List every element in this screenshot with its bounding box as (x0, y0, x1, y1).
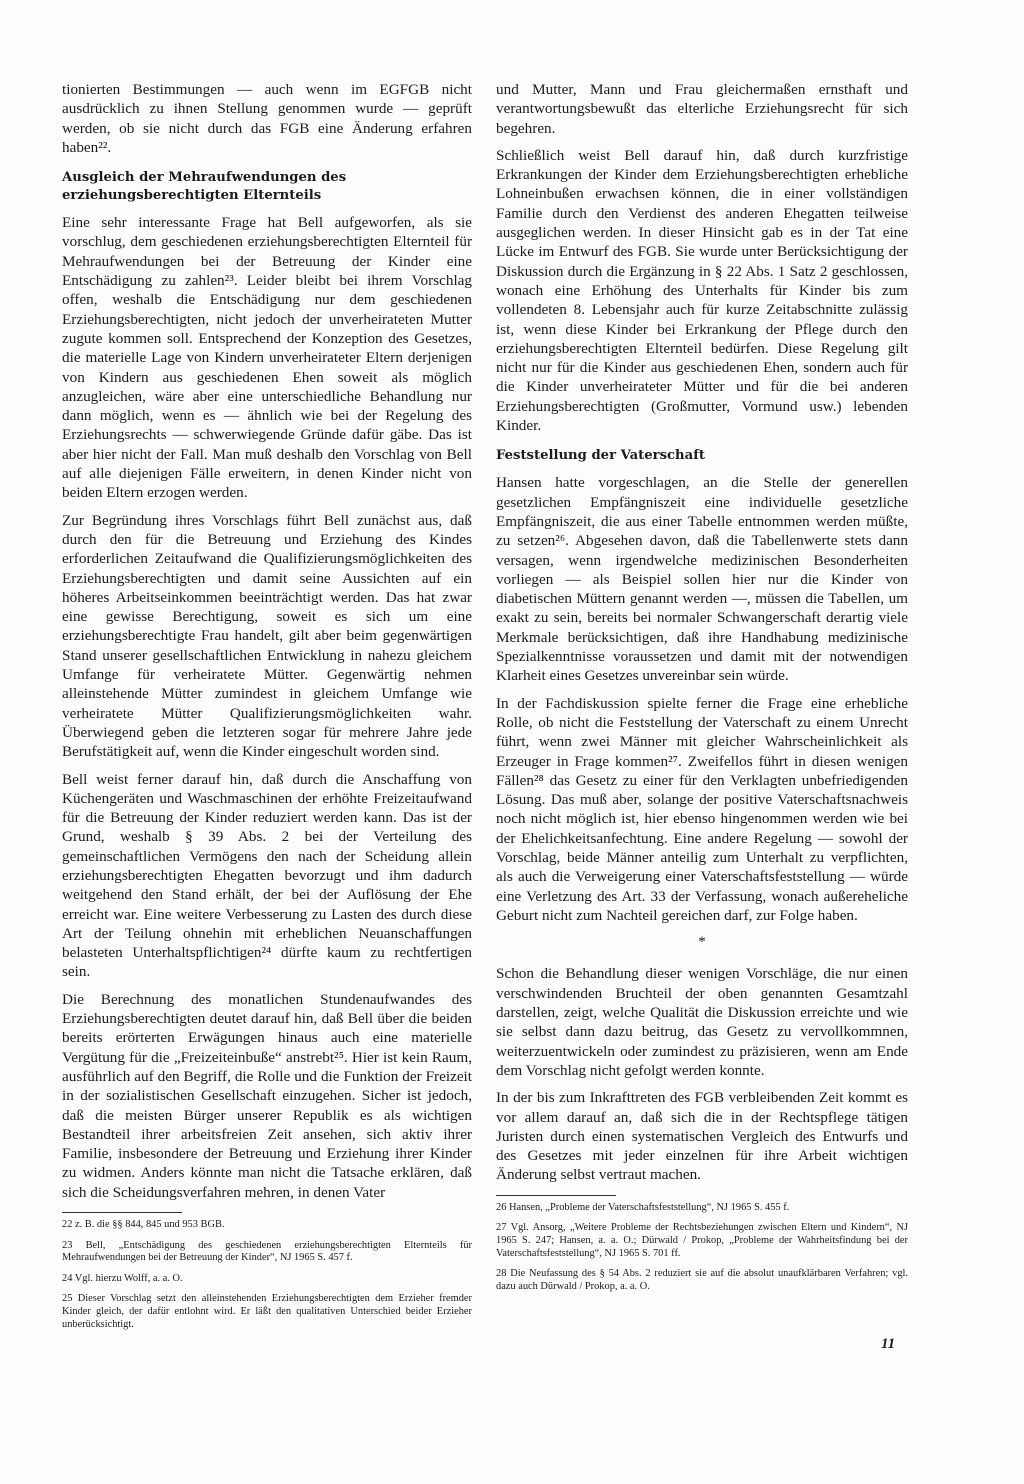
footnote-26: 26 Hansen, „Probleme der Vaterschaftsfeststellung“, NJ 1965 S. 455 f. (496, 1201, 790, 1213)
footnote-28: 28 Die Neufassung des § 54 Abs. 2 reduziert sie auf die absolut unaufklärbaren Verfahren; vgl. dazu auch Dürwald / Prokop, a. a. O. (496, 1268, 908, 1292)
section-separator: * (698, 934, 706, 951)
paragraph: Eine sehr interessante Frage hat Bell aufgeworfen, als sie vorschlug, dem geschiedenen erziehungsberechtigten Elternteil für Mehraufwendungen bei der Betreuung der Kinder eine Entschädigung zu zahlen²³. Leider bleibt bei ihrem Vorschlag offen, weshalb die Entschädigung nur dem geschiedenen Erziehungsberechtigten, nicht jedoch der unverheirateten Mutter zugute kommen soll. Entsprechend der Konzeption des Gesetzes, die materielle Lage von Kindern unverheirateter Eltern derjenigen von Kindern aus geschiedenen Ehen soweit als möglich anzugleichen, wäre aber eine unterschiedliche Behandlung nur dann möglich, wenn es — ähnlich wie bei der Regelung des Erziehungsrechts — schwerwiegende Gründe dafür gäbe. Das ist aber hier nicht der Fall. Man muß deshalb den Vorschlag von Bell auf alle diejenigen Fälle erweitern, in denen Kinder nicht von beiden Eltern erzogen werden. (62, 214, 472, 502)
paragraph: In der bis zum Inkrafttreten des FGB verbleibenden Zeit kommt es vor allem darauf an, daß sich die in der Rechtspflege tätigen Juristen durch einen systematischen Vergleich des Entwurfs und des Gesetzes mit jeder einzelnen für ihre Arbeit wichtigen Änderung selbst vertraut machen. (496, 1089, 908, 1184)
left-column (62, 80, 472, 1339)
paragraph: In der Fachdiskussion spielte ferner die Frage eine erhebliche Rolle, ob nicht die Feststellung der Vaterschaft zu einem Unrecht führt, wenn zwei Männer mit gleicher Wahrscheinlichkeit als Erzeuger in Frage kommen²⁷. Zweifellos führt in diesen wenigen Fällen²⁸ das Gesetz zu einer für den Verklagten unbefriedigenden Lösung. Das muß aber, solange der positive Vaterschaftsnachweis noch nicht möglich ist, hier ebenso hingenommen werden wie bei der Ehelichkeitsanfechtung. Eine andere Regelung — sowohl der Vorschlag, beide Männer anteilig zum Unterhalt zu verpflichten, als auch die Verweigerung einer Vaterschaftsfeststellung — würde eine Verletzung des Art. 33 der Verfassung, wonach außereheliche Geburt nicht zum Nachteil gereichen darf, zur Folge haben. (496, 694, 908, 924)
section-heading-ausgleich: Ausgleich der Mehraufwendungen des erziehungsberechtigten Elternteils (62, 170, 347, 204)
paragraph: tionierten Bestimmungen — auch wenn im EGFGB nicht ausdrücklich zu ihnen Stellung genommen wurde — geprüft werden, ob sie nicht durch das FGB eine Änderung erfahren haben²². (62, 81, 472, 156)
footnote-divider (496, 1195, 616, 1196)
footnote-27: 27 Vgl. Ansorg, „Weitere Probleme der Rechtsbeziehungen zwischen Eltern und Kindern“, NJ 1965 S. 247; Hansen, a. a. O.; Dürwald / Prokop, „Probleme der Wahrheitsfindung bei der Vaterschaftsfeststellung“, NJ 1965 S. 701 ff. (496, 1222, 908, 1259)
footnote-divider (62, 1212, 182, 1213)
footnotes-left (62, 1219, 472, 1331)
paragraph: und Mutter, Mann und Frau gleichermaßen ernsthaft und verantwortungsbewußt das elterliche Erziehungsrecht für sich begehren. (496, 81, 908, 137)
paragraph: Schließlich weist Bell darauf hin, daß durch kurzfristige Erkrankungen der Kinder dem Erziehungsberechtigten erhebliche Lohneinbußen erwachsen können, die in einer vollständigen Familie durch den Verdienst des anderen Ehegatten teilweise ausgeglichen werden. In dieser Hinsicht gab es in der Tat eine Lücke im Entwurf des FGB. Sie wurde unter Berücksichtigung der Diskussion durch die Ergänzung in § 22 Abs. 1 Satz 2 geschlossen, wonach eine Erhöhung des Unterhalts für Kinder bis zum vollendeten 8. Lebensjahr auch für kurze Zeitabschnitte zulässig ist, wenn diese Kinder bei Erkrankung der Pflege durch den erziehungsberechtigten Elternteil bedürfen. Diese Regelung gilt nicht nur für die Kinder aus geschiedenen Ehen, sondern auch für die Kinder unverheirateter Mütter und für die bei anderen Erziehungsberechtigten (Großmutter, Vormund usw.) lebenden Kinder. (496, 146, 908, 435)
paragraph: Zur Begründung ihres Vorschlags führt Bell zunächst aus, daß durch den für die Betreuung und Erziehung des Kindes erforderlichen Zeitaufwand die Qualifizierungsmöglichkeiten des Erziehungsberechtigten und damit seine Aussichten auf ein höheres Arbeitseinkommen beeinträchtigt werden. Das hat zwar eine gewisse Berechtigung, soweit es sich um eine erziehungsberechtigte Frau handelt, gilt aber beim gegenwärtigen Stand unserer gesellschaftlichen Entwicklung in nahezu gleichem Umfange für verheiratete Mütter. Gegenwärtig nehmen alleinstehende Mütter zumindest in gleichem Umfange wie verheiratete Mütter Qualifizierungsmöglichkeiten wahr. Überwiegend geben die letzteren sogar für mehrere Jahre jede Berufstätigkeit auf, wenn die Kinder eingeschult worden sind. (62, 511, 472, 761)
page-number: 11 (881, 1336, 896, 1352)
footnote-24: 24 Vgl. hierzu Wolff, a. a. O. (62, 1272, 183, 1284)
footnotes-right (496, 1202, 908, 1294)
paragraph: Die Berechnung des monatlichen Stundenaufwandes des Erziehungsberechtigten deutet darauf hin, daß Bell über die beiden bereits erörterten Erwägungen hinaus auch eine materielle Vergütung für die „Freizeiteinbuße“ anstrebt²⁵. Hier ist kein Raum, ausführlich auf den Begriff, die Rolle und die Funktion der Freizeit in der sozialistischen Gesellschaft einzugehen. Sicher ist jedoch, daß die meisten Bürger unserer Republik es als wichtigen Bestandteil ihrer arbeitsfreien Zeit ansehen, sich aktiv ihrer Familie, insbesondere der Betreuung und Erziehung ihrer Kinder zu widmen. Anders könnte man nicht die Tatsache erklären, daß sich die Scheidungsverfahren mehren, in denen Vater (62, 990, 472, 1201)
paragraph: Schon die Behandlung dieser wenigen Vorschläge, die nur einen verschwindenden Bruchteil der oben genannten Gesamtzahl darstellen, zeigt, welche Qualität die Diskussion erreichte und wie sie selbst dann dazu beitrug, das Gesetz zu vervollkommnen, weiterzuentwickeln oder zumindest zu präzisieren, wenn am Ende dem Vorschlag nicht gefolgt werden konnte. (496, 965, 908, 1079)
section-heading-vaterschaft: Feststellung der Vaterschaft (496, 448, 705, 464)
footnote-23: 23 Bell, „Entschädigung des geschiedenen erziehungsberechtigten Elternteils für Mehraufwendungen bei der Betreuung der Kinder“, NJ 1965 S. 457 f. (62, 1239, 472, 1264)
paragraph: Hansen hatte vorgeschlagen, an die Stelle der generellen gesetzlichen Empfängniszeit eine individuelle gesetzliche Empfängniszeit, die aus einer Tabelle entnommen werden müßte, zu setzen²⁶. Abgesehen davon, daß die Tabellenwerte stets dann versagen, wenn irgendwelche medizinischen Besonderheiten vorliegen — als Beispiel sollen hier nur die Kinder von diabetischen Müttern genannt werden —, müssen die Tabellen, um exakt zu sein, bereits bei normaler Schwangerschaft derartig viele Merkmale berücksichtigen, daß ihre Handhabung medizinische Spezialkenntnisse voraussetzen und damit mit der notwendigen Klarheit eines Gesetzes unvereinbar sein würde. (496, 474, 908, 685)
footnote-22: 22 z. B. die §§ 844, 845 und 953 BGB. (62, 1219, 225, 1231)
paragraph: Bell weist ferner darauf hin, daß durch die Anschaffung von Küchengeräten und Waschmaschinen der erhöhte Freizeitaufwand für die Betreuung der Kinder reduziert werden kann. Das ist der Grund, weshalb § 39 Abs. 2 bei der Verteilung des gemeinschaftlichen Vermögens den nach der Scheidung allein erziehungsberechtigten Ehegatten bevorzugt und ihm dadurch weitgehend den Stand erhält, der bei der Auflösung der Ehe erreicht war. Eine weitere Verbesserung zu Lasten des durch diese Art der Teilung ohnehin mit erheblichen Neuanschaffungen belasteten Unterhaltspflichtigen²⁴ dürfte kaum zu rechtfertigen sein. (62, 770, 472, 981)
right-column (496, 80, 908, 1301)
footnote-25: 25 Dieser Vorschlag setzt den alleinstehenden Erziehungsberechtigten dem Erzieher fremder Kinder gleich, der dafür entlohnt wird. Er läßt den qualitativen Unterschied beider Erzieher unberücksichtigt. (62, 1293, 472, 1330)
